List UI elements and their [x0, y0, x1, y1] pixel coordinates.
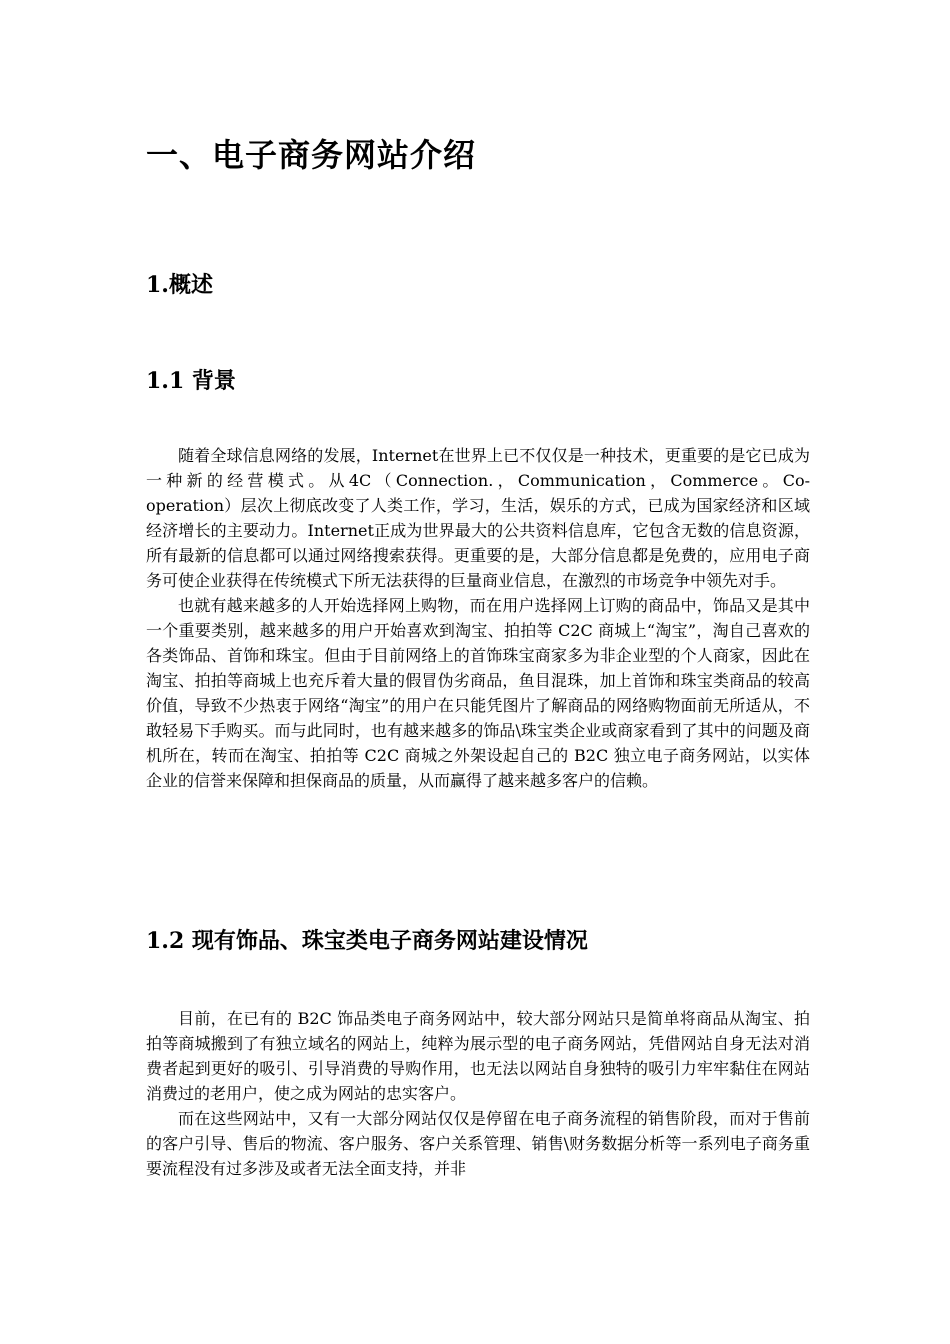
paragraph: 随着全球信息网络的发展，Internet在世界上已不仅仅是一种技术，更重要的是它已成为一种新的经营模式。从4C（Connection.，Communication，Commerce。Co-operation）层次上彻底改变了人类工作，学习，生活，娱乐的方式，已成为国家经济和区域经济增长的主要动力。Internet正成为世界最大的公共资料信息库，它包含无数的信息资源，所有最新的信息都可以通过网络搜索获得。更重要的是，大部分信息都是免费的，应用电子商务可使企业获得在传统模式下所无法获得的巨量商业信息，在激烈的市场竞争中领先对手。 [146, 446, 810, 590]
paragraph: 而在这些网站中，又有一大部分网站仅仅是停留在电子商务流程的销售阶段，而对于售前的客户引导、售后的物流、客户服务、客户关系管理、销售\财务数据分析等一系列电子商务重要流程没有过多涉及或者无法全面支持，并非 [146, 1109, 810, 1178]
paragraph: 也就有越来越多的人开始选择网上购物，而在用户选择网上订购的商品中，饰品又是其中一个重要类别，越来越多的用户开始喜欢到淘宝、拍拍等 C2C 商城上“淘宝”，淘自己喜欢的各类饰品、首饰和珠宝。但由于目前网络上的首饰珠宝商家多为非企业型的个人商家，因此在淘宝、拍拍等商城上也充斥着大量的假冒伪劣商品，鱼目混珠，加上首饰和珠宝类商品的较高价值，导致不少热衷于网络“淘宝”的用户在只能凭图片了解商品的网络购物面前无所适从，不敢轻易下手购买。而与此同时，也有越来越多的饰品\珠宝类企业或商家看到了其中的问题及商机所在，转而在淘宝、拍拍等 C2C 商城之外架设起自己的 B2C 独立电子商务网站，以实体企业的信誉来保障和担保商品的质量，从而赢得了越来越多客户的信赖。 [146, 596, 810, 790]
paragraph: 目前，在已有的 B2C 饰品类电子商务网站中，较大部分网站只是简单将商品从淘宝、拍拍等商城搬到了有独立域名的网站上，纯粹为展示型的电子商务网站，凭借网站自身无法对消费者起到更好的吸引、引导消费的导购作用，也无法以网站自身独特的吸引力牢牢黏住在网站消费过的老用户，使之成为网站的忠实客户。 [146, 1009, 810, 1103]
section-heading-background: 1.1 背景 [146, 368, 236, 394]
current-status-body [146, 1006, 810, 1181]
section-heading-overview: 1.概述 [146, 272, 213, 298]
background-body [146, 443, 810, 793]
chapter-title: 一、电子商务网站介绍 [146, 136, 477, 174]
section-heading-current-status: 1.2 现有饰品、珠宝类电子商务网站建设情况 [146, 928, 588, 954]
